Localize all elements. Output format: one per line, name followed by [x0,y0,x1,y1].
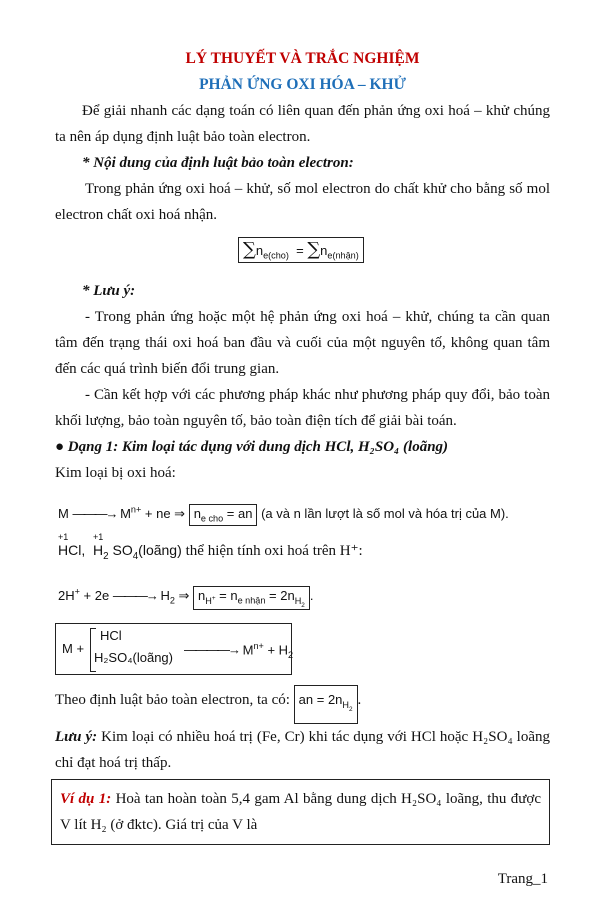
acid-oxidation-line: +1 HCl, +1 $H_2$ $SO_4(loãng)$ thể hiện tính oxi hoá trên H⁺: [58,532,363,562]
metal-oxidation-formula: M ———→ $M^{n+}$ + ne ⇒ $n_{e cho}$ = an (a và n lần lượt là số mol và hóa trị của M). [58,504,509,524]
notes-heading: * Lưu ý: [82,283,136,299]
law-heading: * Nội dung của định luật bảo toàn electron: [82,155,354,171]
example-box [51,779,550,845]
page-subtitle: PHẢN ỨNG OXI HÓA – KHỬ [199,76,406,93]
dang1-note [55,724,550,776]
page-number: Trang_1 [497,871,548,887]
conservation-formula: $\sum n_{e(cho)} = \sum n_{e(nhận)}$ [238,237,364,263]
acid-h2so4: H₂SO₄(loãng) [94,650,173,665]
oxidized-label: Kim loại bị oxi hoá: [55,465,176,481]
example-label: Ví dụ 1: [60,791,112,807]
note-item-1: - Trong phản ứng hoặc một hệ phản ứng oxi hoá – khử, chúng ta cần quan tâm đến trạng thái oxi hoá ban đầu và cuối của một nguyên tố, không quan tâm đến các quá trình biến đổi trung gian. [55,309,550,377]
note-item-2: - Cần kết hợp với các phương pháp khác như phương pháp quy đổi, bảo toàn khối lượng, bảo toàn nguyên tố, bảo toàn điện tích để giải bài toán. [55,387,550,429]
conclusion-text: Theo định luật bảo toàn electron, ta có: [55,692,290,708]
page-title: LÝ THUYẾT VÀ TRẮC NGHIỆM [185,50,420,67]
acid-hcl: HCl [100,628,122,643]
reaction-scheme-box: M + HCl H₂SO₄(loãng) ————→ $M^{n+} + H_2$ [55,623,292,675]
dang1-note-label: Lưu ý: [55,729,98,745]
formula-right-sub: e(nhận) [327,250,359,261]
law-text: Trong phản ứng oxi hoá – khử, số mol electron do chất khử cho bằng số mol electron chất oxi hoá nhận. [55,181,550,223]
intro-paragraph: Để giải nhanh các dạng toán có liên quan đến phản ứng oxi hoá – khử chúng ta nên áp dụng định luật bảo toàn electron. [55,103,550,145]
hplus-text: thể hiện tính oxi hoá trên H⁺: [185,543,363,559]
hydrogen-reduction-formula: 2H+ + 2e ———→ $H_2$ ⇒ $n_{H^+} = n_{e nhận} = 2n_{H_2}$. [58,586,314,609]
formula-left-sub: e(cho) [263,250,289,261]
conclusion-line: Theo định luật bảo toàn electron, ta có: an = $2n_{H_2}$. [55,685,550,724]
formula1-note: (a và n lần lượt là số mol và hóa trị của M). [261,506,509,521]
dang1-note-text: Kim loại có nhiều hoá trị (Fe, Cr) khi tác dụng với HCl hoặc H₂SO₄ loãng chỉ đạt hoá trị thấp. [55,729,551,771]
dang1-heading: ● Dạng 1: Kim loại tác dụng với dung dịch HCl, H₂SO₄ (loãng) [55,439,449,455]
example-text: Hoà tan hoàn toàn 5,4 gam Al bằng dung dịch H₂SO₄ loãng, thu được V lít H₂ (ở đktc). Giá trị của V là [60,791,542,833]
